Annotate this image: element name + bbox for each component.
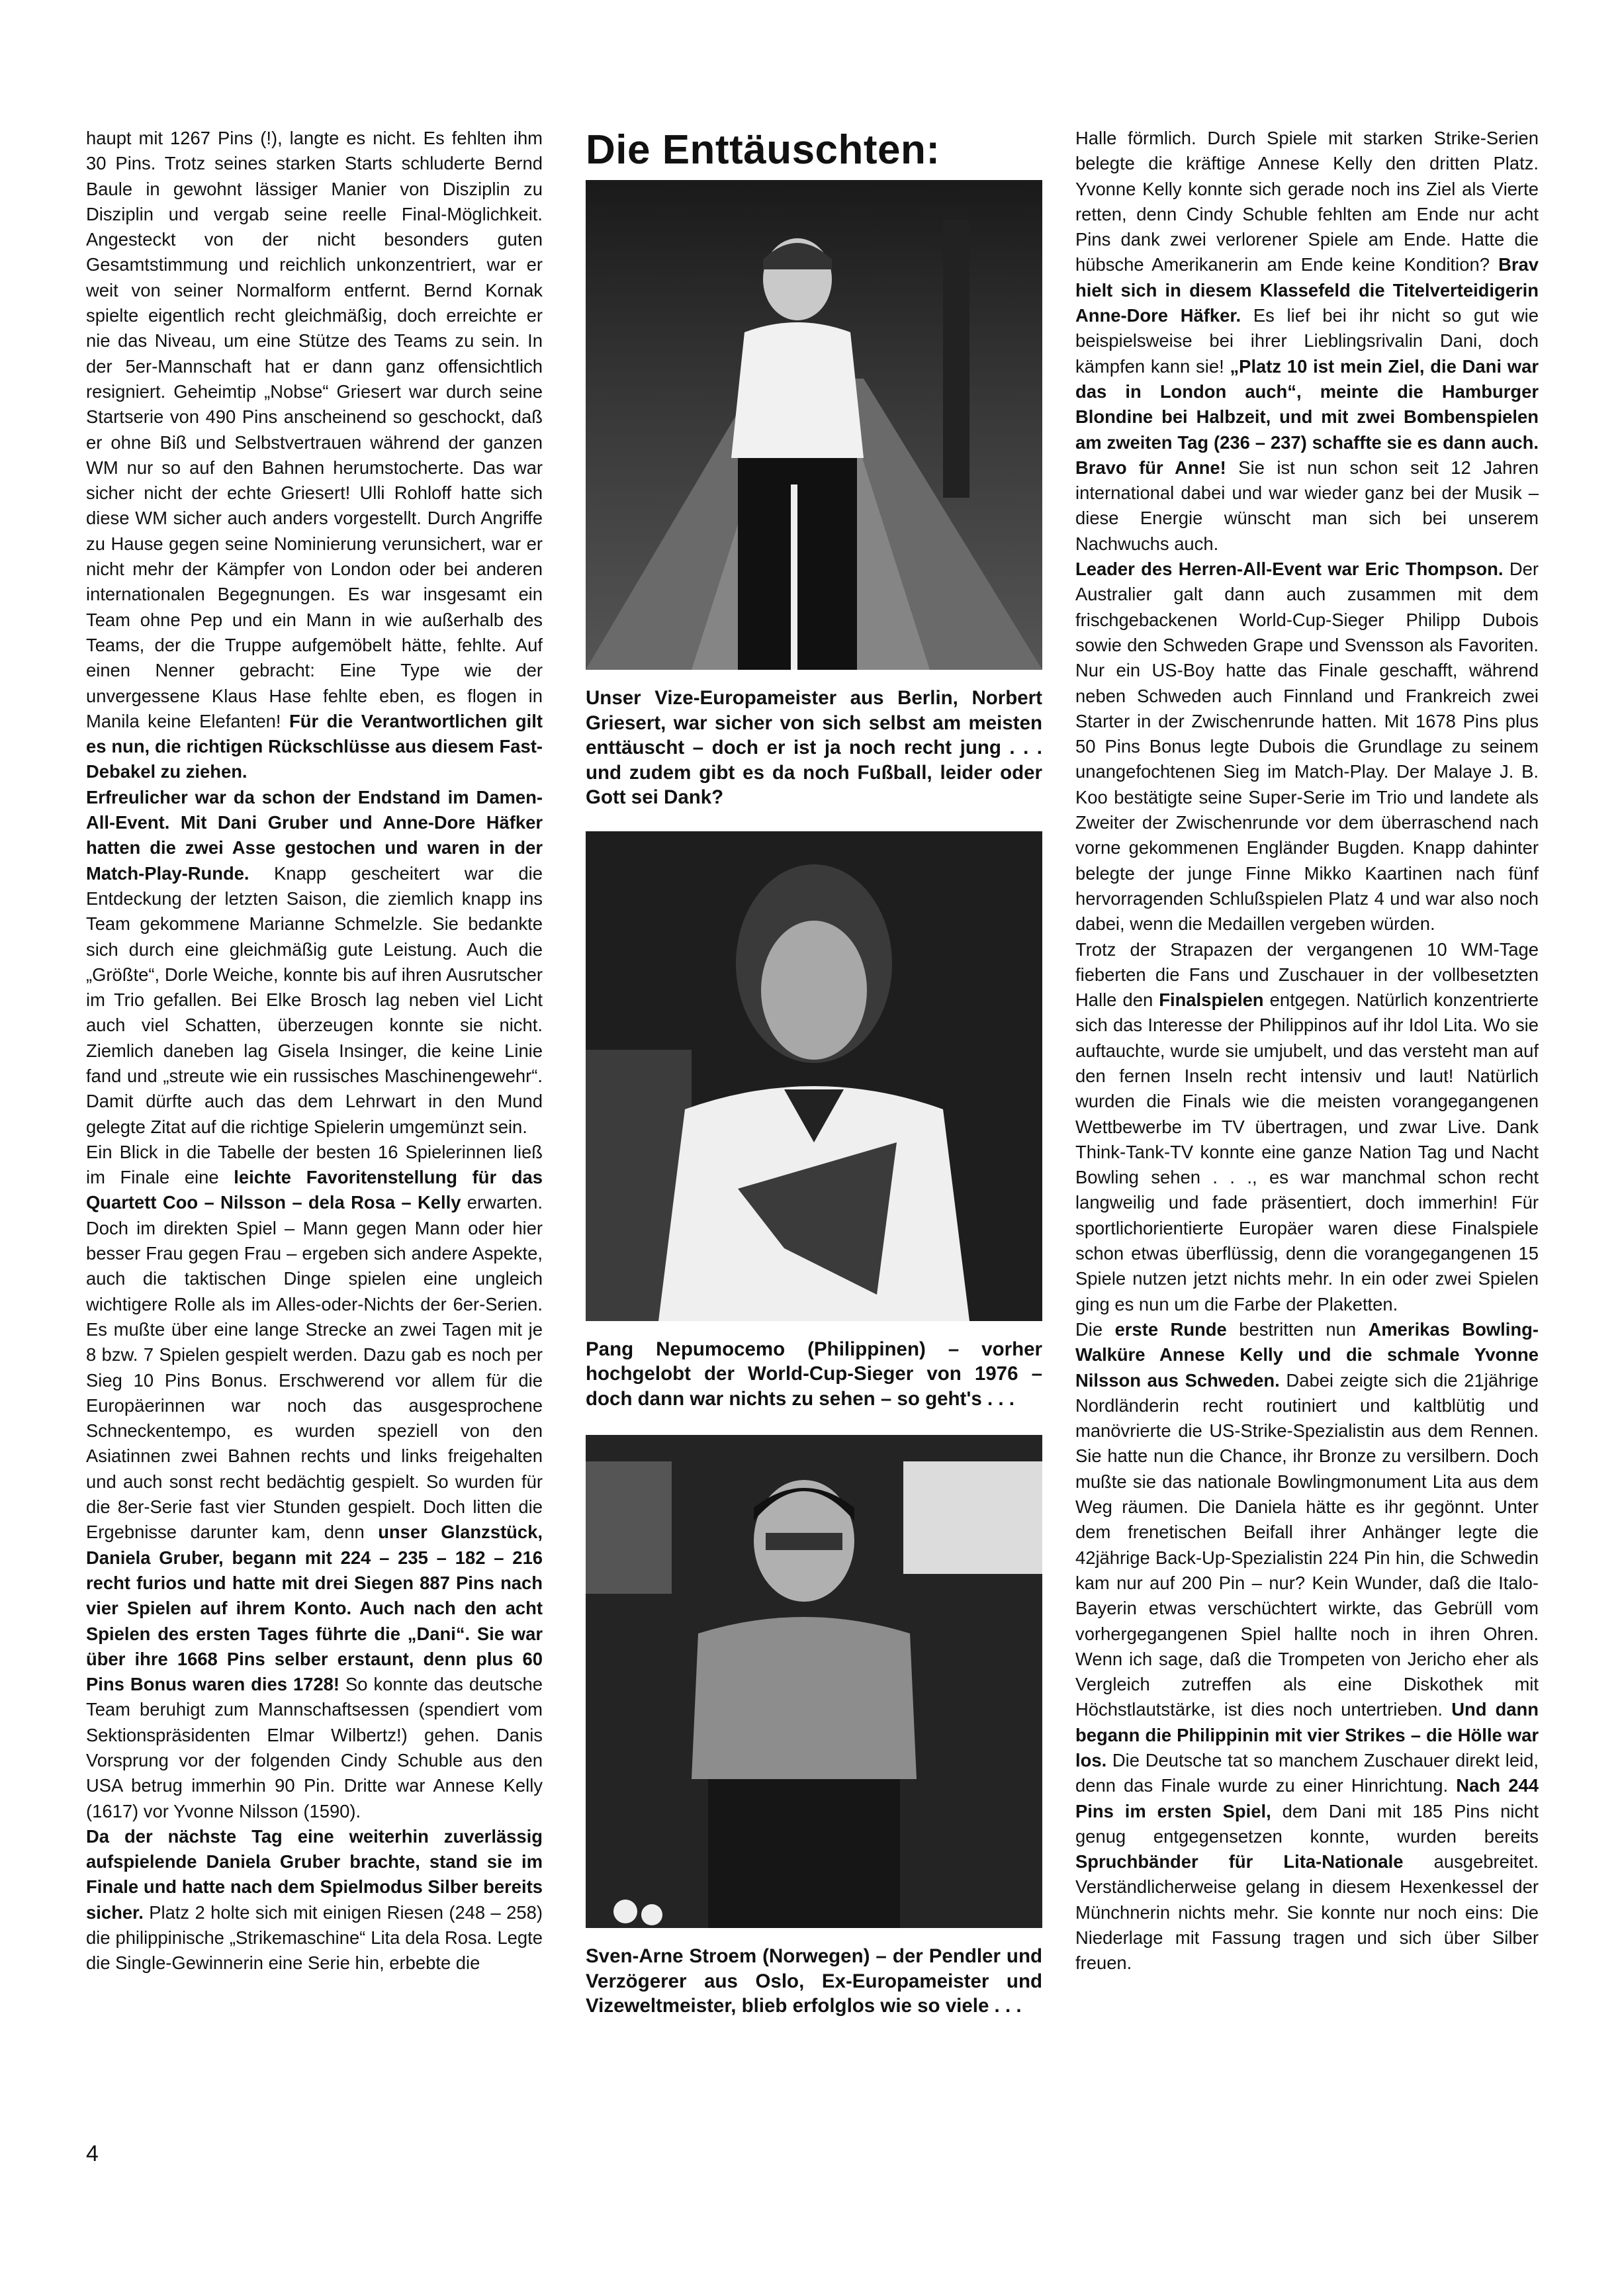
- article-column-middle: [586, 126, 1042, 2019]
- paragraph: [1075, 126, 1539, 557]
- body-text: Ein Blick in die Tabelle der besten 16 Spielerinnen ließ im Finale eine: [86, 1141, 543, 1188]
- body-text: Sie ist nun schon seit 12 Jahren international dabei und war wieder ganz bei der Musik – diese Energie wünscht man sich bei unserem Nachwuchs auch.: [1075, 457, 1539, 554]
- emphasis-text: Erfreulicher war da schon der Endstand im Damen-All-Event. Mit Dani Gruber und Anne-Dore Häfker hatten die zwei Asse gestochen und waren in der Match-Play-Runde.: [86, 786, 543, 884]
- body-text: So konnte das deutsche Team beruhigt zum Mannschaftsessen (spendiert vom Sektionspräsidenten Elmar Wilbertz!) gehen. Danis Vorsprung vor der folgenden Cindy Schuble aus den USA betrug immerhin 90 Pin. Dritte war Annese Kelly (1617) vor Yvonne Nilsson (1590).: [86, 1674, 543, 1821]
- body-text: Knapp gescheitert war die Entdeckung der letzten Saison, die ziemlich knapp ins Team gekommene Marianne Schmelzle. Sie bedankte sich durch eine gleichmäßig gute Leistung. Auch die „Größte“, Dorle Weiche, konnte bis auf ihren Ausrutscher im Trio gefallen. Bei Elke Brosch lag neben viel Licht auch viel Schatten, überzeugen konnte sie nicht. Ziemlich daneben lag Gisela Insinger, die keine Linie fand und „streute wie ein russisches Maschinengewehr“. Damit dürfte auch das dem Lehrwart in den Mund gelegte Zitat auf die richtige Spielerin umgemünzt sein.: [86, 862, 543, 1137]
- article-column-left: [86, 126, 543, 1976]
- body-text: Halle förmlich. Durch Spiele mit starken Strike-Serien belegte die kräftige Annese Kelly den dritten Platz. Yvonne Kelly konnte sich gerade noch ins Ziel als Vierte retten, denn Cindy Schuble fehlten am Ende nur acht Pins dank zwei verlorener Spiele am Ende. Hatte die hübsche Amerikanerin am Ende keine Kondition?: [1075, 128, 1539, 275]
- photo-sven-arne-stroem: [586, 1435, 1042, 1928]
- page-number: 4: [86, 2141, 99, 2166]
- emphasis-text: leichte Favoritenstellung für das Quartett Coo – Nilsson – dela Rosa – Kelly: [86, 1167, 543, 1213]
- body-text: entgegen. Natürlich konzentrierte sich das Interesse der Philippinos auf ihr Idol Lita. Wo sie auftauchte, wurde sie umjubelt, und das versteht man auf den fernen Inseln recht intensiv und laut! Natürlich wurden die Finals wie die meisten vorangegangenen Wettbewerbe im TV übertragen, und zwar Live. Dank Think-Tank-TV konnte eine ganze Nation Tag und Nacht Bowling sehen . . ., es war manchmal schon recht langweilig und fade präsentiert, doch immerhin! Für sportlichorientierte Europäer waren diese Finalspiele schon etwas überflüssig, denn die vorangegangenen 15 Spiele nutzen jetzt nichts mehr. In ein oder zwei Spielen ging es nun um die Farbe der Plaketten.: [1075, 989, 1539, 1314]
- photo-norbert-griesert: [586, 180, 1042, 670]
- emphasis-text: erste Runde: [1114, 1318, 1227, 1340]
- body-text: bestritten nun: [1226, 1318, 1369, 1340]
- emphasis-text: „Platz 10 ist mein Ziel, die Dani war das in London auch“, meinte die Hamburger Blondine bei Halbzeit, und mit zwei Bombenspielen am zweiten Tag (236 – 237) schaffte sie es dann auch. Bravo für Anne!: [1075, 355, 1539, 478]
- paragraph: [1075, 1317, 1539, 1976]
- emphasis-text: Finalspielen: [1159, 989, 1264, 1011]
- headline: Die Enttäuschten:: [586, 127, 940, 173]
- article-column-right: [1075, 126, 1539, 1976]
- emphasis-text: Für die Verantwortlichen gilt es nun, die richtigen Rückschlüsse aus diesem Fast-Debakel zu ziehen.: [86, 710, 543, 782]
- body-text: Die: [1075, 1318, 1115, 1340]
- paragraph: [86, 126, 543, 785]
- photo-caption-2: Pang Nepumocemo (Philippinen) – vorher hochgelobt der World-Cup-Sieger von 1976 – doch dann war nichts zu sehen – so geht's . . .: [586, 1338, 1042, 1410]
- body-text: ausgebreitet. Verständlicherweise gelang in diesem Hexenkessel der Münchnerin nichts mehr. Sie konnte nur noch eins: Die Niederlage mit Fassung tragen und sich über Silber freuen.: [1075, 1851, 1539, 1974]
- emphasis-text: Brav hielt sich in diesem Klassefeld die Titelverteidigerin Anne-Dore Häfker.: [1075, 254, 1539, 326]
- emphasis-text: Und dann begann die Philippinin mit vier Strikes – die Hölle war los.: [1075, 1699, 1539, 1770]
- body-text: haupt mit 1267 Pins (!), langte es nicht. Es fehlten ihm 30 Pins. Trotz seines starken Starts schluderte Bernd Baule in gewohnt lässiger Manier von Disziplin zu Disziplin und vergab seine reelle Final-Möglichkeit. Angesteckt von der nicht besonders guten Gesamtstimmung und reichlich unkonzentriert, war er weit von seiner Normalform entfernt. Bernd Kornak spielte eigentlich recht gleichmäßig, doch erreichte er nie das Niveau, um eine Stütze des Teams zu sein. In der 5er-Mannschaft hat er dann ganz offensichtlich resigniert. Geheimtip „Nobse“ Griesert war durch seine Startserie von 490 Pins anscheinend so geschockt, daß er ohne Biß und Selbstvertrauen während der ganzen WM nur so auf den Bahnen herumstocherte. Das war sicher nicht der echte Griesert! Ulli Rohloff hatte sich diese WM sicher auch anders vorgestellt. Durch Angriffe zu Hause gegen seine Nominierung verunsichert, war er nicht mehr der Kämpfer von London oder bei anderen internationalen Begegnungen. Es war insgesamt ein Team ohne Pep und ein Mann in wie außerhalb des Teams, der die Truppe aufgemöbelt hätte, fehlte. Auf einen Nenner gebracht: Eine Type wie der unvergessene Klaus Hase fehlte eben, es flogen in Manila keine Elefanten!: [86, 128, 543, 731]
- photo-pang-nepumocemo: [586, 831, 1042, 1321]
- emphasis-text: Amerikas Bowling-Walküre Annese Kelly und die schmale Yvonne Nilsson aus Schweden.: [1075, 1318, 1539, 1391]
- emphasis-text: Spruchbänder für Lita-Nationale: [1075, 1851, 1404, 1872]
- paragraph: [86, 1140, 543, 1824]
- paragraph: [86, 785, 543, 1140]
- body-text: Dabei zeigte sich die 21jährige Nordländerin recht routiniert und kaltblütig und manövrierte die US-Strike-Spezialistin aus dem Rennen. Sie hatte nun die Chance, ihr Bronze zu versilbern. Doch mußte sie das nationale Bowlingmonument Lita aus dem Weg räumen. Die Daniela hätte es ihr gegönnt. Unter dem frenetischen Beifall ihrer Anhänger legte die 42jährige Back-Up-Spezialistin 224 Pin hin, die Schwedin kam nur auf 200 Pin – nur? Kein Wunder, daß die Italo-Bayerin etwas verschüchtert wirkte, das Gebrüll vom vorhergegangenen Spiel hallte noch in ihren Ohren. Wenn ich sage, daß die Trompeten von Jericho eher als Vergleich zutreffen als eine Diskothek mit Höchstlautstärke, ist dies noch untertrieben.: [1075, 1369, 1539, 1720]
- body-text: Platz 2 holte sich mit einigen Riesen (248 – 258) die philippinische „Strikemaschine“ Lita dela Rosa. Legte die Single-Gewinnerin eine Serie hin, erbebte die: [86, 1902, 543, 1974]
- body-text: erwarten. Doch im direkten Spiel – Mann gegen Mann oder hier besser Frau gegen Frau – ergeben sich andere Aspekte, auch die taktischen Dinge spielen eine ungleich wichtigere Rolle als im Alles-oder-Nichts der 6er-Serien. Es mußte über eine lange Strecke an zwei Tagen mit je 8 bzw. 7 Spielen gespielt werden. Dazu gab es noch per Sieg 10 Pins Bonus. Erschwerend vor allem für die Europäerinnen war noch das ausgesprochene Schneckentempo, es wurden speziell von den Asiatinnen zwei Bahnen rechts und links freigehalten und auch sonst recht bedächtig gespielt. So wurden für die 8er-Serie fast vier Stunden gespielt. Doch litten die Ergebnisse darunter kam, denn: [86, 1192, 543, 1543]
- body-text: Es lief bei ihr nicht so gut wie beispielsweise bei ihrer Lieblingsrivalin Dani, doch kämpfen kann sie!: [1075, 305, 1539, 377]
- emphasis-text: Da der nächste Tag eine weiterhin zuverlässig aufspielende Daniela Gruber brachte, stand sie im Finale und hatte nach dem Spielmodus Silber bereits sicher.: [86, 1825, 543, 1923]
- emphasis-text: Nach 244 Pins im ersten Spiel,: [1075, 1775, 1539, 1821]
- body-text: dem Dani mit 185 Pins nicht genug entgegensetzen konnte, wurden bereits: [1075, 1800, 1539, 1847]
- paragraph: [86, 1824, 543, 1976]
- emphasis-text: unser Glanzstück, Daniela Gruber, begann mit 224 – 235 – 182 – 216 recht furios und hatte mit drei Siegen 887 Pins nach vier Spielen auf ihrem Konto. Auch nach den acht Spielen des ersten Tages führte die „Dani“. Sie war über ihre 1668 Pins selber erstaunt, denn plus 60 Pins Bonus waren dies 1728!: [86, 1522, 543, 1695]
- photo-caption-3: Sven-Arne Stroem (Norwegen) – der Pendler und Verzögerer aus Oslo, Ex-Europameister und Vizeweltmeister, blieb erfolglos wie so viele . . .: [586, 1945, 1042, 2017]
- emphasis-text: Leader des Herren-All-Event war Eric Thompson.: [1075, 559, 1504, 580]
- body-text: Trotz der Strapazen der vergangenen 10 WM-Tage fieberten die Fans und Zuschauer in der vollbesetzten Halle den: [1075, 939, 1539, 1011]
- paragraph: [1075, 937, 1539, 1317]
- body-text: Der Australier galt dann auch zusammen mit dem frischgebackenen World-Cup-Sieger Philipp Dubois sowie den Schweden Grape und Svensson als Favoriten. Nur ein US-Boy hatte das Finale geschafft, während neben Schweden auch Finnland und Frankreich zwei Starter in der Zwischenrunde hatten. Mit 1678 Pins plus 50 Pins Bonus legte Dubois die Grundlage zu seinem unangefochtenen Sieg im Match-Play. Der Malaye J. B. Koo bestätigte seine Super-Serie im Trio und landete als Zweiter der Zwischenrunde vor dem überraschend nach vorne gekommenen Engländer Bugden. Knapp dahinter belegte der junge Finne Mikko Kaartinen nach fünf hervorragenden Schlußspielen Platz 4 und war also noch dabei, wenn die Medaillen vergeben würden.: [1075, 559, 1539, 935]
- paragraph: [1075, 557, 1539, 937]
- body-text: Die Deutsche tat so manchem Zuschauer direkt leid, denn das Finale wurde zu einer Hinrichtung.: [1075, 1750, 1539, 1796]
- photo-caption-1: Unser Vize-Europameister aus Berlin, Norbert Griesert, war sicher von sich selbst am meisten enttäuscht – doch er ist ja noch recht jung . . . und zudem gibt es da noch Fußball, leider oder Gott sei Dank?: [586, 687, 1042, 808]
